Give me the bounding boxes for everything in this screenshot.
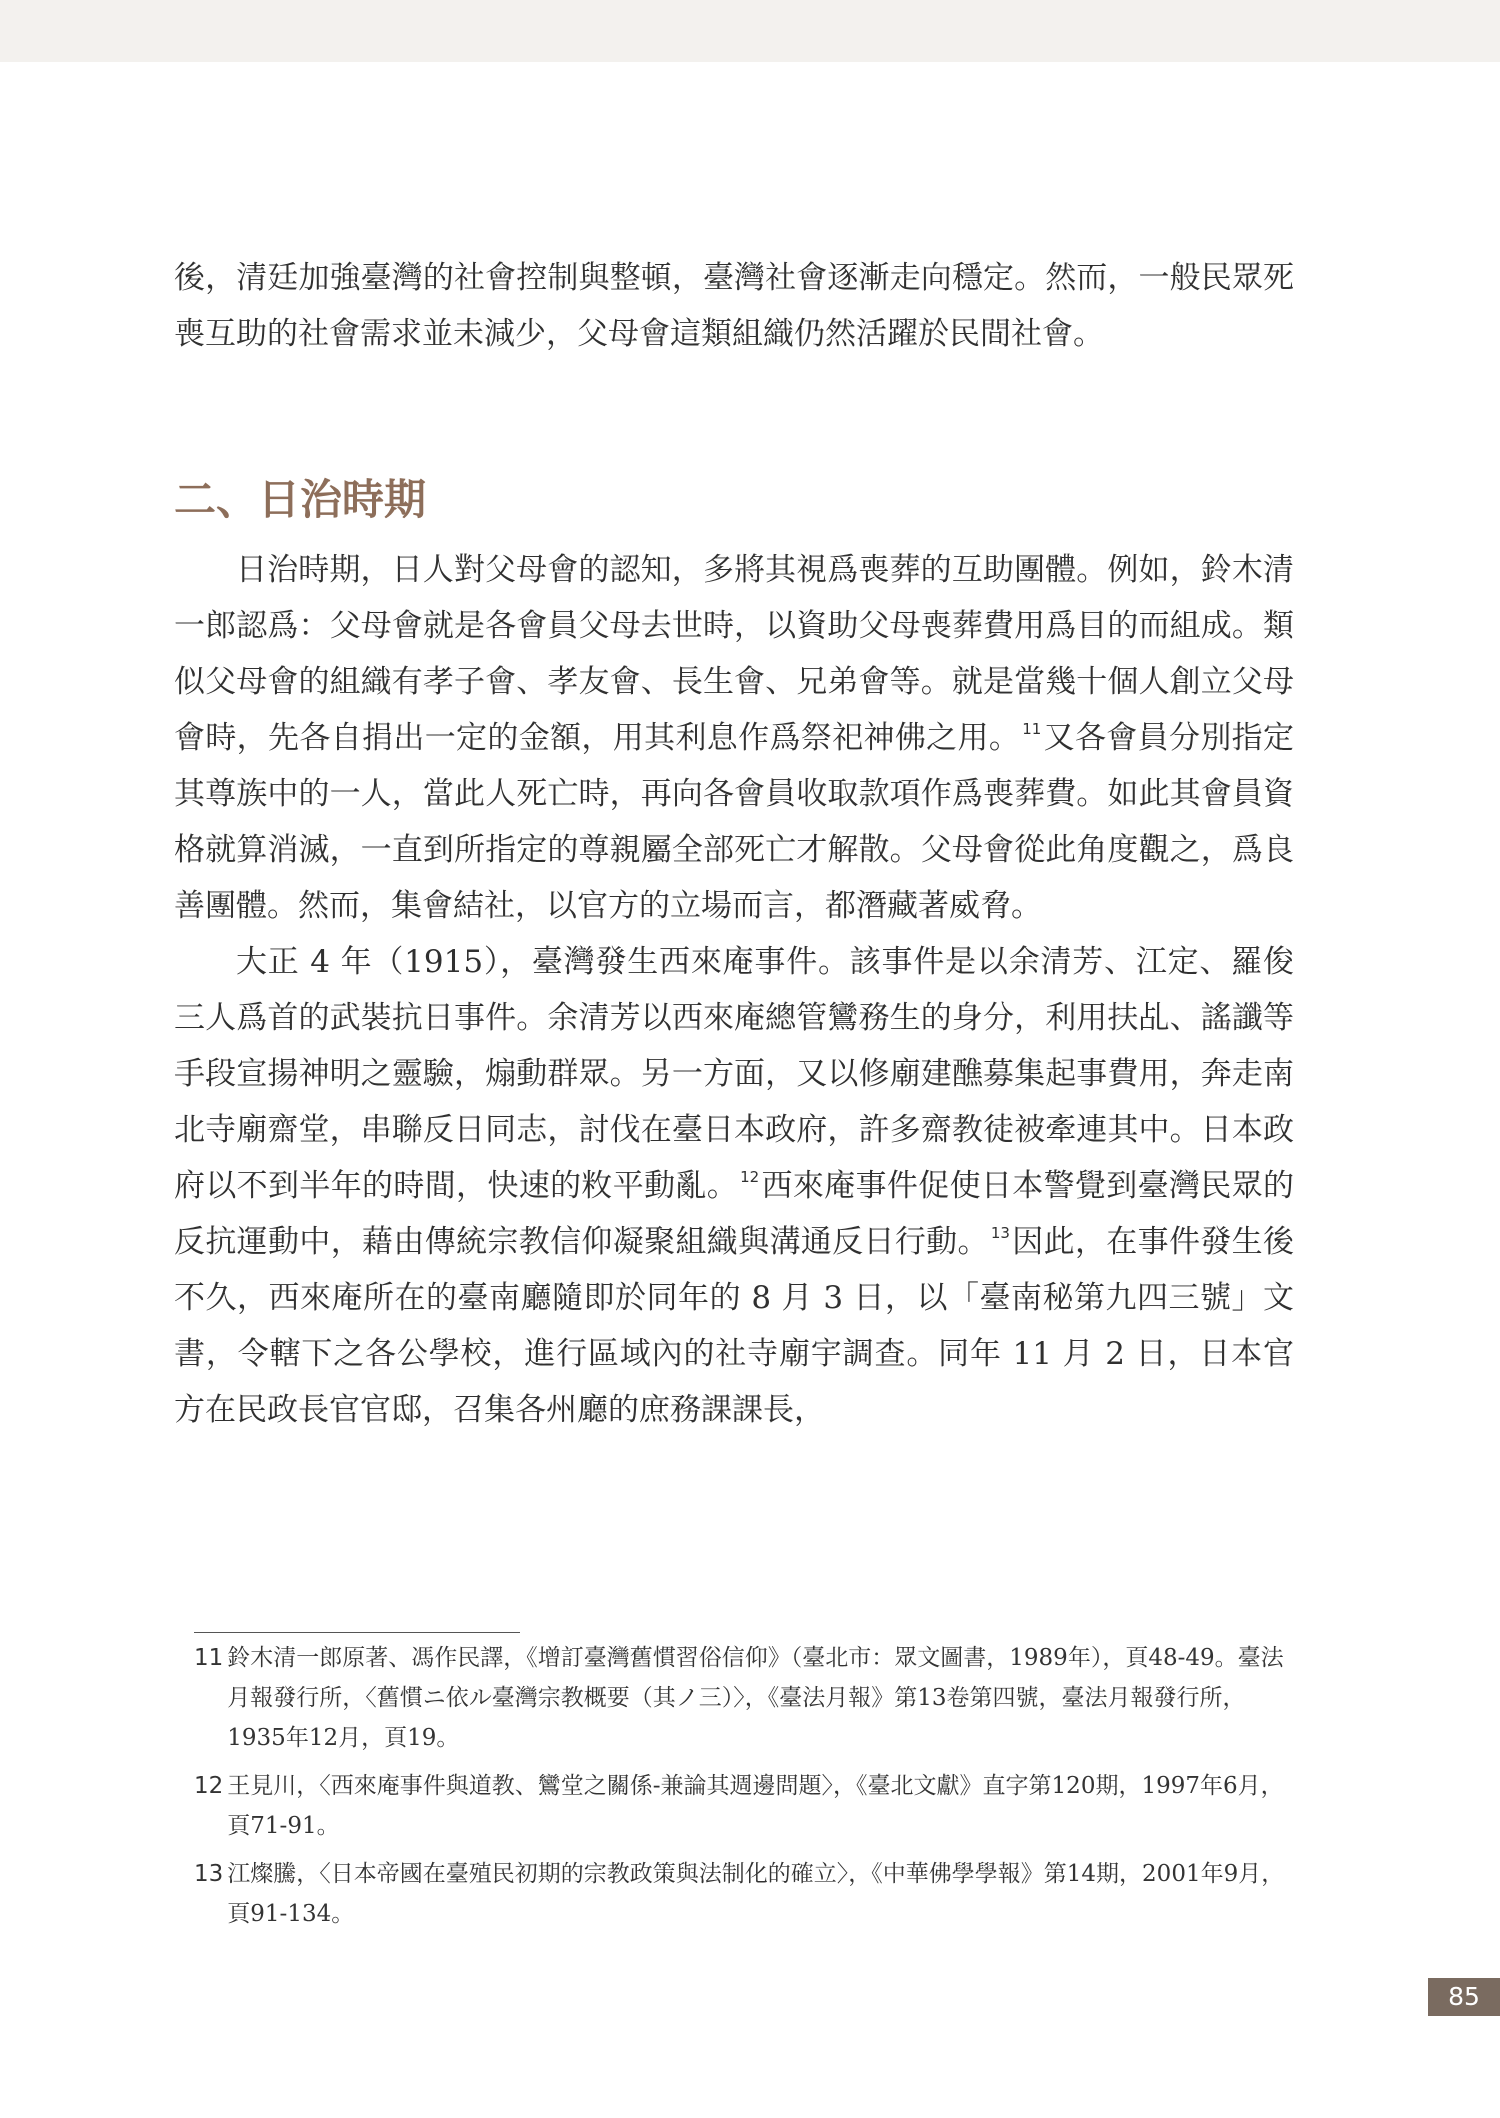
paragraph-1-text-a: 日治時期，日人對父母會的認知，多將其視爲喪葬的互助團體。例如，鈴木清一郎認爲：父母會就是各會員父母去世時，以資助父母喪葬費用爲目的而組成。類似父母會的組織有孝子會、孝友會、長生會、兄弟會等。就是當幾十個人創立父母會時，先各自捐出一定的金額，用其利息作爲祭祀神佛之用。 [174, 552, 1294, 756]
footnote-13 [194, 1854, 1294, 1934]
paragraph-2 [174, 934, 1294, 1438]
footnote-text: 江燦騰，〈日本帝國在臺殖民初期的宗教政策與法制化的確立〉，《中華佛學學報》第14期，2001年9月，頁91-134。 [227, 1861, 1285, 1927]
footnote-ref-11[interactable]: 11 [1022, 720, 1042, 738]
footnote-number: 13 [194, 1861, 224, 1887]
paragraph-1-text-b: 又各會員分別指定其尊族中的一人，當此人死亡時，再向各會員收取款項作爲喪葬費。如此其會員資格就算消滅，一直到所指定的尊親屬全部死亡才解散。父母會從此角度觀之，爲良善團體。然而，集會結社，以官方的立場而言，都潛藏著威脅。 [174, 720, 1295, 924]
footnote-number: 11 [194, 1645, 224, 1671]
footnote-ref-12[interactable]: 12 [740, 1168, 760, 1186]
footnote-text: 鈴木清一郎原著、馮作民譯，《增訂臺灣舊慣習俗信仰》（臺北市：眾文圖書，1989年），頁48-49。臺法月報發行所，〈舊慣ニ依ル臺灣宗教概要（其ノ三）〉，《臺法月報》第13卷第四號，臺法月報發行所，1935年12月，頁19。 [227, 1645, 1284, 1751]
footnote-divider [194, 1632, 520, 1633]
footnote-12 [194, 1766, 1294, 1846]
footnote-11 [194, 1638, 1294, 1758]
footnotes [194, 1638, 1294, 1942]
intro-paragraph: 後，清廷加強臺灣的社會控制與整頓，臺灣社會逐漸走向穩定。然而，一般民眾死喪互助的社會需求並未減少，父母會這類組織仍然活躍於民間社會。 [174, 260, 1294, 352]
paragraph-2-text-b: 西來庵事件促使日本警覺到臺灣民眾的反抗運動中，藉由傳統宗教信仰凝聚組織與溝通反日行動。 [174, 1168, 1295, 1260]
page-body [174, 250, 1294, 1438]
paragraph-2-text-c: 因此，在事件發生後不久，西來庵所在的臺南廳隨即於同年的 8 月 3 日，以「臺南秘第九四三號」文書，令轄下之各公學校，進行區域內的社寺廟宇調查。同年 11 月 2 日，日本官方在民政長官官邸，召集各州廳的庶務課課長， [174, 1224, 1294, 1428]
scan-top-band [0, 0, 1500, 62]
footnote-number: 12 [194, 1773, 224, 1799]
page-number-badge: 85 [1428, 1978, 1500, 2016]
paragraph-2-text-a: 大正 4 年（1915），臺灣發生西來庵事件。該事件是以余清芳、江定、羅俊三人爲首的武裝抗日事件。余清芳以西來庵總管鸞務生的身分，利用扶乩、謠讖等手段宣揚神明之靈驗，煽動群眾。另一方面，又以修廟建醮募集起事費用，奔走南北寺廟齋堂，串聯反日同志，討伐在臺日本政府，許多齋教徒被牽連其中。日本政府以不到半年的時間，快速的敉平動亂。 [174, 944, 1294, 1204]
section-title: 二、日治時期 [174, 475, 427, 524]
footnote-ref-13[interactable]: 13 [990, 1224, 1010, 1242]
footnote-text: 王見川，〈西來庵事件與道教、鸞堂之關係-兼論其週邊問題〉，《臺北文獻》直字第120期，1997年6月，頁71-91。 [227, 1773, 1284, 1839]
paragraph-1 [174, 542, 1294, 934]
